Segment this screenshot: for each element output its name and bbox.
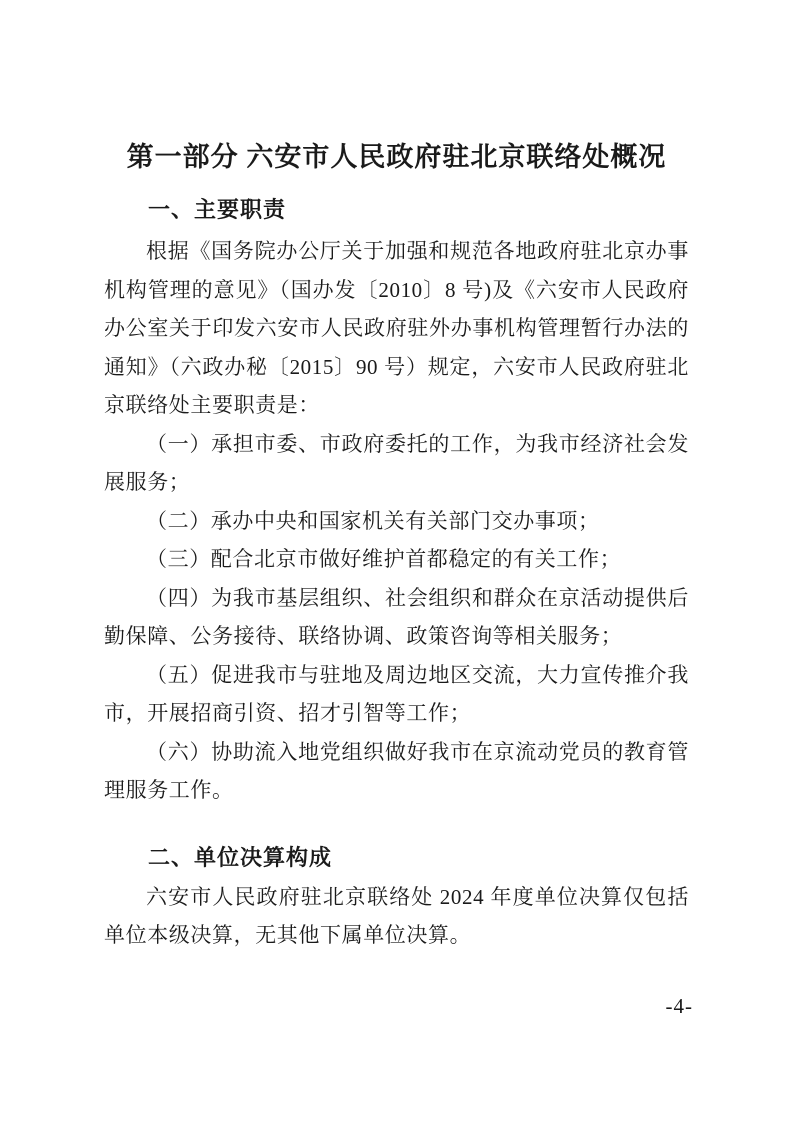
page-number: -4- [665, 994, 693, 1018]
paragraph: （五）促进我市与驻地及周边地区交流，大力宣传推介我市，开展招商引资、招才引智等工作； [104, 662, 689, 725]
section-main-duties [104, 198, 689, 810]
paragraph: （四）为我市基层组织、社会组织和群众在京活动提供后勤保障、公务接待、联络协调、政策咨询等相关服务； [104, 585, 689, 648]
section-duties-paragraphs [104, 232, 689, 810]
paragraph: （六）协助流入地党组织做好我市在京流动党员的教育管理服务工作。 [104, 739, 689, 802]
section-duties-heading: 一、主要职责 [148, 197, 287, 222]
paragraph: （一）承担市委、市政府委托的工作，为我市经济社会发展服务； [104, 431, 689, 494]
paragraph: （三）配合北京市做好维护首都稳定的有关工作； [146, 547, 622, 571]
document-title: 第一部分 六安市人民政府驻北京联络处概况 [126, 142, 667, 172]
section-composition-heading: 二、单位决算构成 [148, 844, 333, 870]
paragraph: 六安市人民政府驻北京联络处 2024 年度单位决算仅包括单位本级决算，无其他下属单位决算。 [104, 884, 689, 947]
section-budget-composition [104, 846, 689, 955]
paragraph: 根据《国务院办公厅关于加强和规范各地政府驻北京办事机构管理的意见》（国办发〔2010〕8 号)及《六安市人民政府办公室关于印发六安市人民政府驻外办事机构管理暂行办法的通知》（六政办秘〔2015〕90 号）规定，六安市人民政府驻北京联络处主要职责是： [104, 239, 689, 417]
paragraph: （二）承办中央和国家机关有关部门交办事项； [146, 508, 600, 533]
section-composition-paragraphs [104, 878, 689, 955]
